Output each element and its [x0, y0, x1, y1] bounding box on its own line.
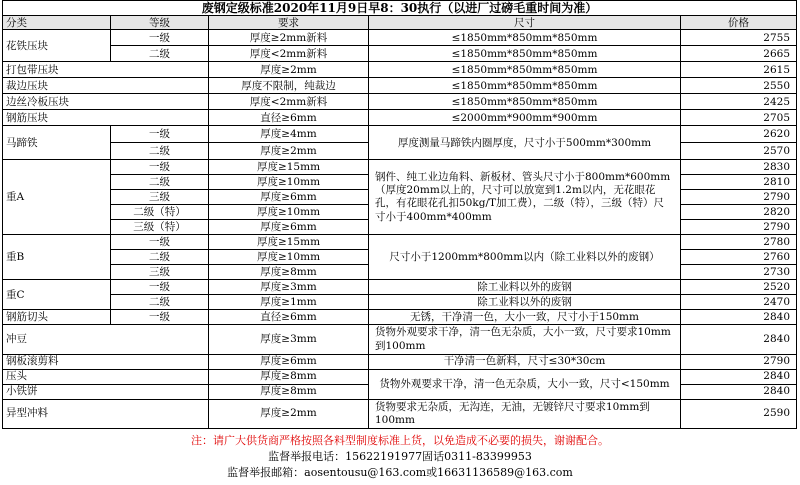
footer-email: 监督举报邮箱：aosentousu@163.com或16631136589@163.com	[227, 466, 573, 479]
requirement-cell: 直径≥6mm	[209, 310, 369, 325]
price-cell: 2780	[681, 235, 797, 250]
requirement-cell: 直径≥6mm	[209, 110, 369, 126]
size-cell: 货物要求无杂质，无沟连，无油，无镀锌尺寸要求10mm到100mm	[369, 399, 681, 428]
category-cell: 裁边压块	[3, 78, 209, 94]
table-row	[3, 78, 797, 94]
category-cell: 马蹄铁	[3, 126, 111, 160]
price-cell: 2790	[681, 190, 797, 205]
table-row	[3, 325, 797, 354]
table-row	[3, 110, 797, 126]
header-price: 价格	[681, 16, 797, 30]
table-row	[3, 295, 797, 310]
grade-cell: 二级	[111, 143, 209, 160]
price-cell: 2620	[681, 126, 797, 143]
price-cell: 2425	[681, 94, 797, 110]
price-cell: 2840	[681, 369, 797, 384]
category-cell: 冲豆	[3, 325, 209, 354]
requirement-cell: 厚度≥15mm	[209, 235, 369, 250]
requirement-cell: 厚度≥10mm	[209, 175, 369, 190]
category-cell: 重C	[3, 280, 111, 310]
category-cell: 小铁饼	[3, 384, 209, 399]
requirement-cell: 厚度<2mm新料	[209, 94, 369, 110]
category-cell: 花铁压块	[3, 30, 111, 62]
grade-cell: 一级	[111, 310, 209, 325]
price-cell: 2840	[681, 325, 797, 354]
grade-cell: 三级（特）	[111, 220, 209, 235]
category-cell: 边丝冷板压块	[3, 94, 209, 110]
size-cell: 除工业料以外的废钢	[369, 295, 681, 310]
table-row	[3, 160, 797, 175]
requirement-cell: 厚度≥10mm	[209, 250, 369, 265]
table-title: 废钢定级标准2020年11月9日早8：30执行（以进厂过磅毛重时间为准）	[3, 1, 797, 16]
price-cell: 2550	[681, 78, 797, 94]
grade-cell: 一级	[111, 126, 209, 143]
requirement-cell: 厚度≥4mm	[209, 126, 369, 143]
price-cell: 2615	[681, 62, 797, 78]
requirement-cell: 厚度<2mm新料	[209, 46, 369, 62]
size-cell: ≤1850mm*850mm*850mm	[369, 78, 681, 94]
price-cell: 2590	[681, 399, 797, 428]
size-cell: ≤1850mm*850mm*850mm	[369, 62, 681, 78]
requirement-cell: 厚度≥3mm	[209, 280, 369, 295]
requirement-cell: 厚度≥6mm	[209, 220, 369, 235]
requirement-cell: 厚度≥2mm	[209, 62, 369, 78]
requirement-cell: 厚度≥10mm	[209, 205, 369, 220]
size-cell: 厚度测量马蹄铁内圈厚度，尺寸小于500mm*300mm	[369, 126, 681, 160]
table-row	[3, 126, 797, 143]
size-cell: 干净清一色新料，尺寸≤30*30cm	[369, 354, 681, 369]
size-cell: ≤1850mm*850mm*850mm	[369, 46, 681, 62]
category-cell: 异型冲料	[3, 399, 209, 428]
requirement-cell: 厚度≥8mm	[209, 369, 369, 384]
price-cell: 2830	[681, 160, 797, 175]
table-row	[3, 46, 797, 62]
price-cell: 2820	[681, 205, 797, 220]
category-cell: 打包带压块	[3, 62, 209, 78]
price-cell: 2470	[681, 295, 797, 310]
requirement-cell: 厚度≥2mm	[209, 399, 369, 428]
grade-cell: 一级	[111, 235, 209, 250]
category-cell: 重B	[3, 235, 111, 280]
requirement-cell: 厚度≥6mm	[209, 190, 369, 205]
price-cell: 2840	[681, 384, 797, 399]
price-cell: 2705	[681, 110, 797, 126]
footer	[0, 433, 800, 481]
grade-cell: 二级（特）	[111, 205, 209, 220]
price-cell: 2730	[681, 265, 797, 280]
price-table	[2, 0, 797, 429]
table-row	[3, 94, 797, 110]
grade-cell: 二级	[111, 250, 209, 265]
table-row	[3, 310, 797, 325]
category-cell: 钢板滚剪料	[3, 354, 209, 369]
requirement-cell: 厚度≥15mm	[209, 160, 369, 175]
price-cell: 2840	[681, 310, 797, 325]
price-cell: 2665	[681, 46, 797, 62]
size-cell: 货物外观要求干净，清一色无杂质，大小一致，尺寸<150mm	[369, 369, 681, 399]
size-cell: ≤1850mm*850mm*850mm	[369, 30, 681, 46]
footer-phone: 监督举报电话：15622191977固话0311-83399953	[268, 450, 532, 463]
table-row	[3, 30, 797, 46]
grade-cell: 三级	[111, 190, 209, 205]
requirement-cell: 厚度≥3mm	[209, 325, 369, 354]
requirement-cell: 厚度≥8mm	[209, 265, 369, 280]
size-cell: 无锈，干净清一色，大小一致，尺寸小于150mm	[369, 310, 681, 325]
category-cell: 压头	[3, 369, 209, 384]
table-row	[3, 354, 797, 369]
table-row	[3, 235, 797, 250]
size-cell: 尺寸小于1200mm*800mm以内（除工业料以外的废钢）	[369, 235, 681, 280]
requirement-cell: 厚度≥8mm	[209, 384, 369, 399]
header-requirement: 要求	[209, 16, 369, 30]
size-cell: ≤2000mm*900mm*900mm	[369, 110, 681, 126]
requirement-cell: 厚度≥2mm新料	[209, 30, 369, 46]
requirement-cell: 厚度≥6mm	[209, 354, 369, 369]
grade-cell: 一级	[111, 30, 209, 46]
category-cell: 钢筋压块	[3, 110, 209, 126]
table-row	[3, 369, 797, 384]
grade-cell: 二级	[111, 295, 209, 310]
size-cell: ≤1850mm*850mm*850mm	[369, 94, 681, 110]
grade-cell: 一级	[111, 160, 209, 175]
grade-cell: 一级	[111, 280, 209, 295]
category-cell: 钢筋切头	[3, 310, 111, 325]
header-grade: 等级	[111, 16, 209, 30]
header-size: 尺寸	[369, 16, 681, 30]
grade-cell: 二级	[111, 46, 209, 62]
table-row	[3, 62, 797, 78]
price-cell: 2570	[681, 143, 797, 160]
requirement-cell: 厚度不限制，纯裁边	[209, 78, 369, 94]
size-cell: 除工业料以外的废钢	[369, 280, 681, 295]
table-row	[3, 399, 797, 428]
price-cell: 2755	[681, 30, 797, 46]
grade-cell: 三级	[111, 265, 209, 280]
price-cell: 2760	[681, 250, 797, 265]
price-cell: 2520	[681, 280, 797, 295]
table-row	[3, 280, 797, 295]
grade-cell: 二级	[111, 175, 209, 190]
footer-note: 注：请广大供货商严格按照各料型制度标准上货，以免造成不必要的损失，谢谢配合。	[191, 434, 609, 447]
price-cell: 2810	[681, 175, 797, 190]
size-cell: 钢件、纯工业边角料、新板材、管头尺寸小于800mm*600mm（厚度20mm以上的，尺寸可以放宽到1.2m以内，无花眼花孔，有花眼花孔扣50kg/T加工费），二级（特），三级（特）尺寸小于400mm*400mm	[369, 160, 681, 235]
price-cell: 2790	[681, 354, 797, 369]
price-cell: 2790	[681, 220, 797, 235]
requirement-cell: 厚度≥1mm	[209, 295, 369, 310]
category-cell: 重A	[3, 160, 111, 235]
size-cell: 货物外观要求干净，清一色无杂质，大小一致，尺寸要求10mm到100mm	[369, 325, 681, 354]
header-category: 分类	[3, 16, 111, 30]
requirement-cell: 厚度≥2mm	[209, 143, 369, 160]
